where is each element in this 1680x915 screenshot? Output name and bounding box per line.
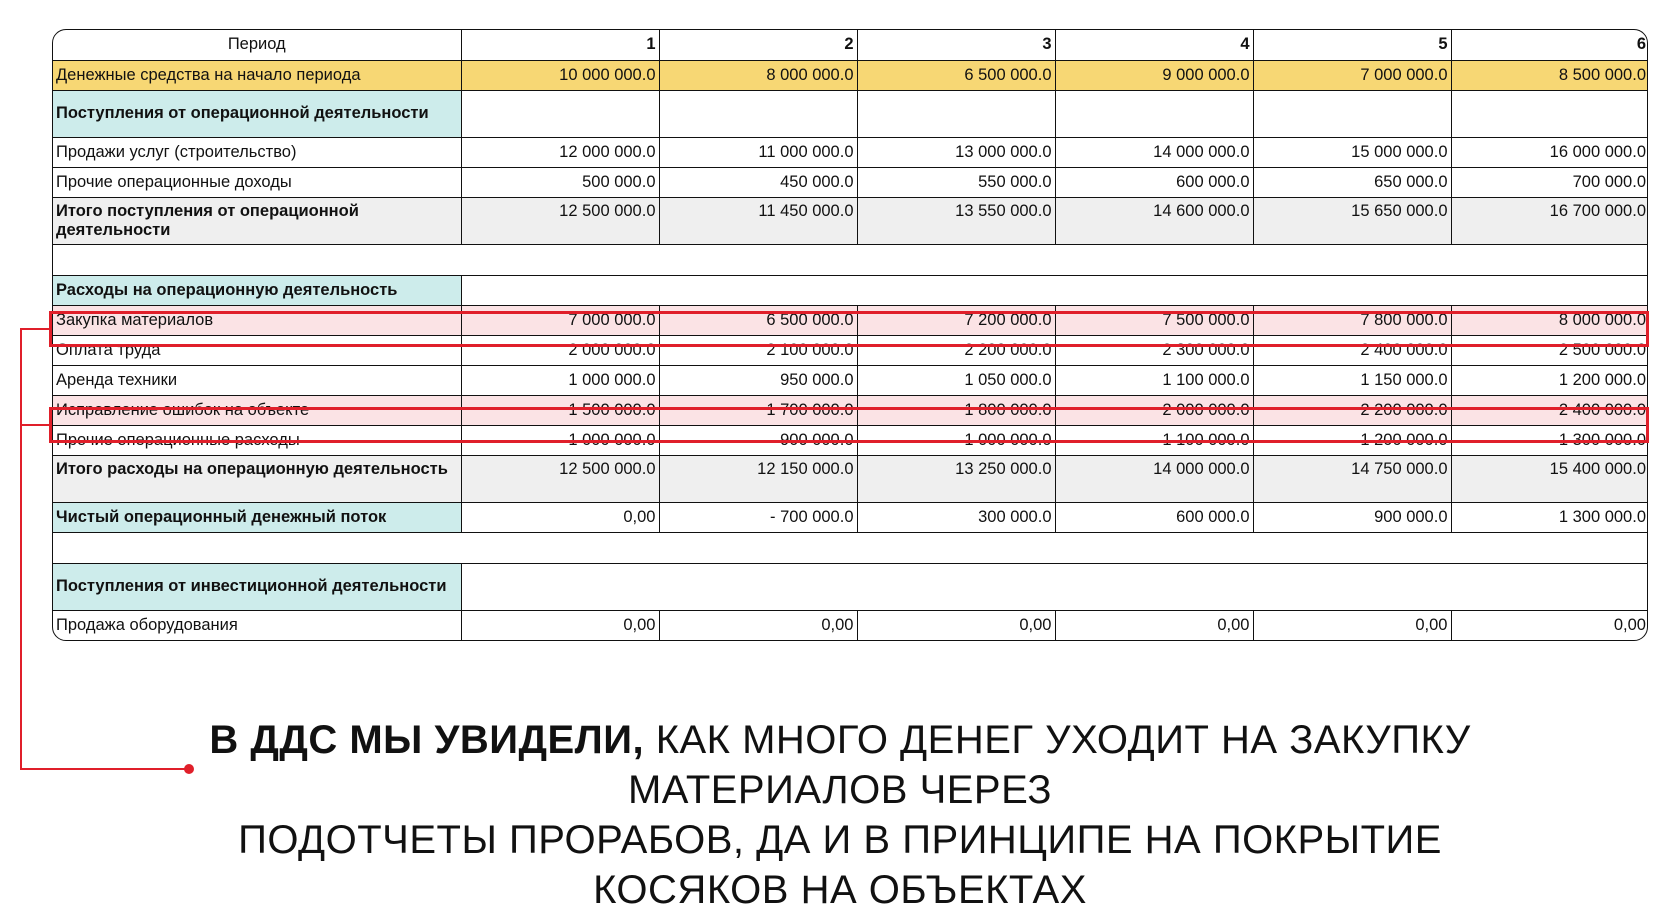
spacer-row [53, 532, 1648, 563]
period-header: 6 [1451, 30, 1648, 60]
table-cell: 1 000 000.0 [461, 425, 659, 455]
connector-line [20, 328, 22, 770]
table-cell: 1 300 000.0 [1451, 502, 1648, 532]
table-cell: 1 800 000.0 [857, 395, 1055, 425]
highlight-frame-fixes [49, 407, 1649, 443]
table-cell: 7 000 000.0 [461, 305, 659, 335]
caption-text: КАК МНОГО ДЕНЕГ УХОДИТ НА ЗАКУПКУ МАТЕРИАЛОВ ЧЕРЕЗ [627, 718, 1471, 812]
table-cell: 0,00 [1055, 610, 1253, 640]
table-cell: 10 000 000.0 [461, 60, 659, 90]
table-cell: 8 500 000.0 [1451, 60, 1648, 90]
table-cell: 6 500 000.0 [659, 305, 857, 335]
table-cell [1055, 90, 1253, 137]
table-cell: 2 200 000.0 [1253, 395, 1451, 425]
total-row-label: Итого расходы на операционную деятельность [53, 455, 461, 502]
table-row [53, 365, 1648, 395]
table-cell: - 700 000.0 [659, 502, 857, 532]
table-cell [659, 90, 857, 137]
connector-line [20, 424, 49, 426]
period-header: 3 [857, 30, 1055, 60]
table-cell: 11 450 000.0 [659, 197, 857, 244]
row-label: Исправление ошибок на объекте [53, 395, 461, 425]
row-label: Продажи услуг (строительство) [53, 137, 461, 167]
table-cell: 0,00 [1451, 610, 1648, 640]
table-cell: 13 000 000.0 [857, 137, 1055, 167]
table-cell: 15 650 000.0 [1253, 197, 1451, 244]
table-cell [1253, 90, 1451, 137]
table-cell: 15 400 000.0 [1451, 455, 1648, 502]
table-row [53, 137, 1648, 167]
table-cell: 1 000 000.0 [461, 365, 659, 395]
table-cell: 0,00 [659, 610, 857, 640]
table-cell: 0,00 [461, 502, 659, 532]
table-cell: 650 000.0 [1253, 167, 1451, 197]
section-header-label: Расходы на операционную деятельность [53, 275, 461, 305]
caption [190, 715, 1490, 915]
section-header-label: Поступления от операционной деятельности [53, 90, 461, 137]
table-cell: 1 300 000.0 [1451, 425, 1648, 455]
row-label: Денежные средства на начало периода [53, 60, 461, 90]
table-cell [461, 90, 659, 137]
table-cell: 2 500 000.0 [1451, 335, 1648, 365]
caption-bold: В ДДС МЫ УВИДЕЛИ, [209, 718, 645, 762]
section-header-row [53, 90, 1648, 137]
table-cell: 12 000 000.0 [461, 137, 659, 167]
row-label: Прочие операционные расходы [53, 425, 461, 455]
section-header-filler [461, 563, 1648, 610]
section-header-filler [461, 275, 1648, 305]
table-cell: 2 300 000.0 [1055, 335, 1253, 365]
table-cell: 1 200 000.0 [1253, 425, 1451, 455]
table-cell: 15 000 000.0 [1253, 137, 1451, 167]
table-cell: 0,00 [857, 610, 1055, 640]
period-header: 4 [1055, 30, 1253, 60]
table-cell: 2 100 000.0 [659, 335, 857, 365]
table-cell: 0,00 [1253, 610, 1451, 640]
net-cash-flow-row [53, 502, 1648, 532]
table-cell: 550 000.0 [857, 167, 1055, 197]
table-cell: 300 000.0 [857, 502, 1055, 532]
table-cell: 700 000.0 [1451, 167, 1648, 197]
table-cell: 12 500 000.0 [461, 197, 659, 244]
table-cell: 8 000 000.0 [659, 60, 857, 90]
table-header-row [53, 30, 1648, 60]
table-cell: 6 500 000.0 [857, 60, 1055, 90]
table-cell: 2 400 000.0 [1253, 335, 1451, 365]
total-row [53, 197, 1648, 244]
total-row-label: Итого поступления от операционной деятельности [53, 197, 461, 244]
table-cell: 950 000.0 [659, 365, 857, 395]
table-cell: 1 100 000.0 [1055, 425, 1253, 455]
table-cell: 11 000 000.0 [659, 137, 857, 167]
highlight-frame-materials [49, 311, 1649, 347]
row-label: Оплата труда [53, 335, 461, 365]
table-cell [857, 90, 1055, 137]
table-cell: 2 400 000.0 [1451, 395, 1648, 425]
opening-balance-row [53, 60, 1648, 90]
table-cell: 0,00 [461, 610, 659, 640]
table-cell: 2 200 000.0 [857, 335, 1055, 365]
table-cell: 13 550 000.0 [857, 197, 1055, 244]
section-header-row [53, 563, 1648, 610]
table-cell: 2 000 000.0 [461, 335, 659, 365]
spacer-cell [53, 532, 1648, 563]
table-cell: 14 750 000.0 [1253, 455, 1451, 502]
table-cell: 7 200 000.0 [857, 305, 1055, 335]
table-cell: 8 000 000.0 [1451, 305, 1648, 335]
table-cell: 14 000 000.0 [1055, 455, 1253, 502]
table-cell: 1 000 000.0 [857, 425, 1055, 455]
row-label: Закупка материалов [53, 305, 461, 335]
period-header: 5 [1253, 30, 1451, 60]
table-cell: 600 000.0 [1055, 167, 1253, 197]
net-cash-flow-label: Чистый операционный денежный поток [53, 502, 461, 532]
period-header-label: Период [53, 30, 461, 60]
table-cell: 1 150 000.0 [1253, 365, 1451, 395]
section-header-row [53, 275, 1648, 305]
table-cell: 450 000.0 [659, 167, 857, 197]
table-cell: 7 000 000.0 [1253, 60, 1451, 90]
period-header: 2 [659, 30, 857, 60]
table-cell: 1 700 000.0 [659, 395, 857, 425]
table-cell: 12 150 000.0 [659, 455, 857, 502]
connector-line [20, 328, 49, 330]
row-label: Продажа оборудования [53, 610, 461, 640]
table-cell: 16 700 000.0 [1451, 197, 1648, 244]
table-cell: 7 500 000.0 [1055, 305, 1253, 335]
table-cell: 900 000.0 [659, 425, 857, 455]
table-cell: 16 000 000.0 [1451, 137, 1648, 167]
spacer-row [53, 244, 1648, 275]
table-cell [1451, 90, 1648, 137]
total-row [53, 455, 1648, 502]
table-cell: 14 000 000.0 [1055, 137, 1253, 167]
table-cell: 900 000.0 [1253, 502, 1451, 532]
table-cell: 12 500 000.0 [461, 455, 659, 502]
table-cell: 9 000 000.0 [1055, 60, 1253, 90]
table-cell: 1 050 000.0 [857, 365, 1055, 395]
table-cell: 1 200 000.0 [1451, 365, 1648, 395]
table-cell: 14 600 000.0 [1055, 197, 1253, 244]
table-cell: 1 500 000.0 [461, 395, 659, 425]
connector-line [20, 768, 190, 770]
table-cell: 7 800 000.0 [1253, 305, 1451, 335]
caption-line-1 [190, 715, 1490, 815]
table-cell: 600 000.0 [1055, 502, 1253, 532]
table-cell: 1 100 000.0 [1055, 365, 1253, 395]
section-header-label: Поступления от инвестиционной деятельности [53, 563, 461, 610]
period-header: 1 [461, 30, 659, 60]
spacer-cell [53, 244, 1648, 275]
table-row [53, 610, 1648, 640]
row-label: Прочие операционные доходы [53, 167, 461, 197]
table-cell: 500 000.0 [461, 167, 659, 197]
caption-line-2: ПОДОТЧЕТЫ ПРОРАБОВ, ДА И В ПРИНЦИПЕ НА ПОКРЫТИЕ КОСЯКОВ НА ОБЪЕКТАХ [238, 818, 1442, 912]
table-row [53, 167, 1648, 197]
row-label: Аренда техники [53, 365, 461, 395]
table-cell: 13 250 000.0 [857, 455, 1055, 502]
table-cell: 2 000 000.0 [1055, 395, 1253, 425]
